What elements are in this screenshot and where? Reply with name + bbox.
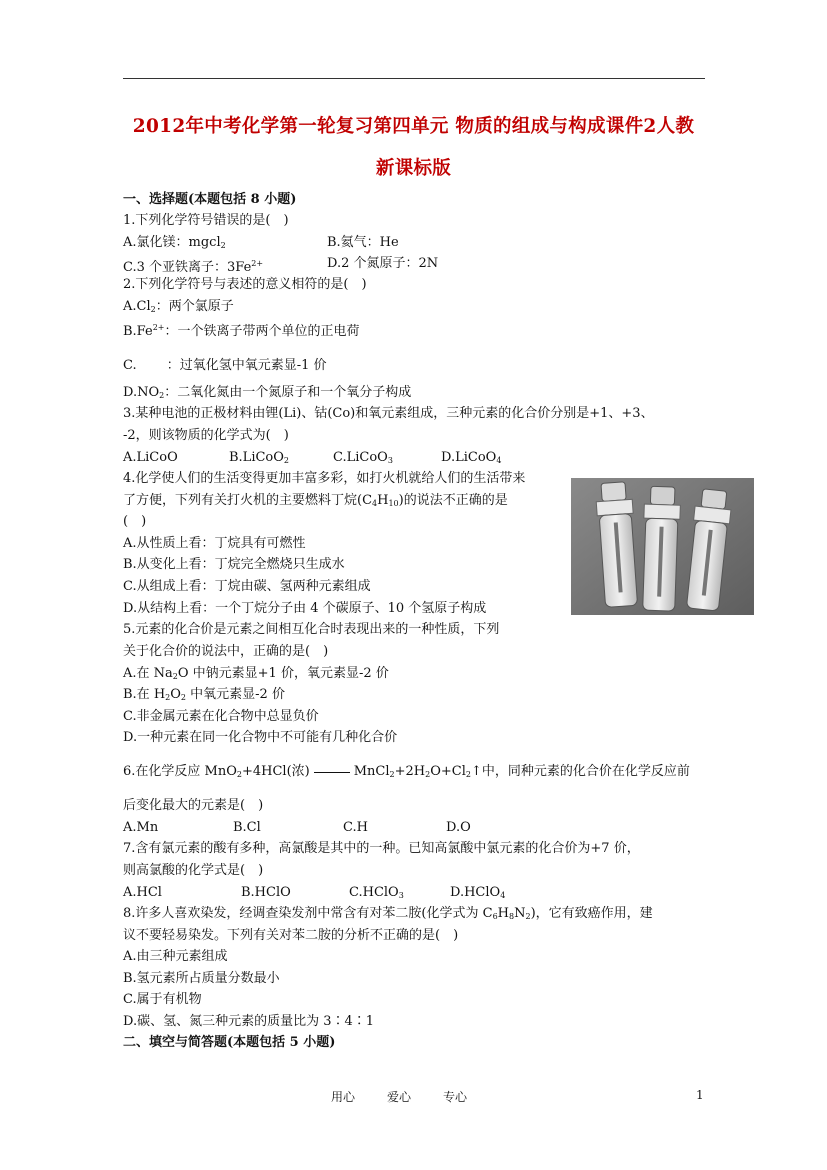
q1-option-b: B.氦气：He — [327, 235, 399, 250]
q5-option-d: D.一种元素在同一化合物中不可能有几种化合价 — [123, 730, 398, 745]
q3-stem-line2: -2，则该物质的化学式为( ) — [123, 428, 289, 443]
header-rule — [123, 78, 705, 79]
q4-option-a: A.从性质上看：丁烷具有可燃性 — [123, 536, 306, 551]
footer-text-2: 爱心 — [387, 1090, 412, 1104]
q5-option-c: C.非金属元素在化合物中总显负价 — [123, 709, 319, 724]
q1-stem: 1.下列化学符号错误的是( ) — [123, 213, 289, 228]
q1-option-c: C.3 个亚铁离子：$3Fe^{2+}$ — [123, 259, 264, 275]
q2-option-c: C. ：过氧化氢中氧元素显-1 价 — [123, 358, 327, 373]
q8-option-a: A.由三种元素组成 — [123, 949, 228, 964]
q2-stem: 2.下列化学符号与表述的意义相符的是( ) — [123, 277, 367, 292]
q3-option-d: D.LiCoO$_4$ — [441, 450, 502, 465]
q8-option-c: C.属于有机物 — [123, 992, 202, 1007]
q7-option-a: A.HCl — [123, 885, 162, 900]
lighters-photo — [571, 478, 754, 615]
q4-stem-line2: 了方便，下列有关打火机的主要燃料丁烷$(C_4H_{10})$的说法不正确的是 — [123, 493, 508, 508]
q4-stem-line1: 4.化学使人们的生活变得更加丰富多彩，如打火机就给人们的生活带来 — [123, 471, 526, 486]
q5-stem-line2: 关于化合价的说法中，正确的是( ) — [123, 644, 329, 659]
section-heading-choice: 一、选择题(本题包括 8 小题) — [123, 192, 297, 207]
q6-option-b: B.Cl — [233, 820, 261, 835]
q8-stem-line1: 8.许多人喜欢染发，经调查染发剂中常含有对苯二胺(化学式为 $C_6H_8N_2$)，它有致癌作用，建 — [123, 906, 653, 921]
q1-option-a: A.氯化镁：mgcl$_2$ — [123, 235, 226, 250]
q2-option-a: $A.Cl_2$：两个氯原子 — [123, 299, 234, 314]
document-title-line2: 新课标版 — [375, 158, 452, 179]
q5-stem-line1: 5.元素的化合价是元素之间相互化合时表现出来的一种性质，下列 — [123, 622, 500, 637]
q1-option-d: D.2 个氮原子：2N — [327, 256, 439, 271]
q2-option-d: $D.NO_2$：二氧化氮由一个氮原子和一个氧分子构成 — [123, 385, 412, 400]
q7-stem-line2: 则高氯酸的化学式是( ) — [123, 863, 264, 878]
q4-option-c: C.从组成上看：丁烷由碳、氢两种元素组成 — [123, 579, 371, 594]
section-heading-fill: 二、填空与简答题(本题包括 5 小题) — [123, 1035, 336, 1050]
q4-option-d: D.从结构上看：一个丁烷分子由 4 个碳原子、10 个氢原子构成 — [123, 601, 487, 616]
q6-stem-line1: 6.在化学反应 MnO$_2$+4HCl(浓) $MnCl_2+2H_2O+Cl_2↑$中，同种元素的化合价在化学反应前 — [123, 764, 690, 779]
q4-option-b: B.从变化上看：丁烷完全燃烧只生成水 — [123, 557, 345, 572]
q3-option-c: C.LiCoO$_3$ — [333, 450, 393, 465]
q8-option-b: B.氢元素所占质量分数最小 — [123, 971, 280, 986]
q6-stem-line2: 后变化最大的元素是( ) — [123, 798, 264, 813]
document-title-line1: 2012年中考化学第一轮复习第四单元 物质的组成与构成课件2人教 — [132, 116, 695, 137]
q5-option-b: B.在 $H_2O_2$ 中氧元素显-2 价 — [123, 687, 285, 702]
q7-option-c: C.HClO$_3$ — [349, 885, 404, 900]
footer-text-3: 专心 — [443, 1090, 468, 1104]
q6-option-c: C.H — [343, 820, 368, 835]
q3-stem-line1: 3.某种电池的正极材料由锂(Li)、钴(Co)和氧元素组成，三种元素的化合价分别是+1、+3、 — [123, 406, 654, 421]
q3-option-a: A.LiCoO — [123, 450, 178, 465]
page-number: 1 — [696, 1088, 704, 1102]
q2-option-b: $B.Fe^{2+}$：一个铁离子带两个单位的正电荷 — [123, 323, 360, 339]
q3-option-b: B.LiCoO$_2$ — [229, 450, 290, 465]
footer-text-1: 用心 — [331, 1090, 356, 1104]
q5-option-a: A.在 $Na_2O$ 中钠元素显+1 价，氧元素显-2 价 — [123, 666, 389, 681]
q4-stem-line3: ( ) — [123, 514, 147, 529]
q7-option-b: B.HClO — [241, 885, 291, 900]
q6-option-a: A.Mn — [123, 820, 159, 835]
q7-option-d: D.HClO$_4$ — [450, 885, 506, 900]
q7-stem-line1: 7.含有氯元素的酸有多种，高氯酸是其中的一种。已知高氯酸中氯元素的化合价为+7 价， — [123, 841, 640, 856]
q6-option-d: D.O — [446, 820, 471, 835]
q8-stem-line2: 议不要轻易染发。下列有关对苯二胺的分析不正确的是( ) — [123, 928, 459, 943]
reaction-condition-line — [314, 762, 350, 773]
q8-option-d: D.碳、氢、氮三种元素的质量比为 3∶4∶1 — [123, 1014, 375, 1029]
